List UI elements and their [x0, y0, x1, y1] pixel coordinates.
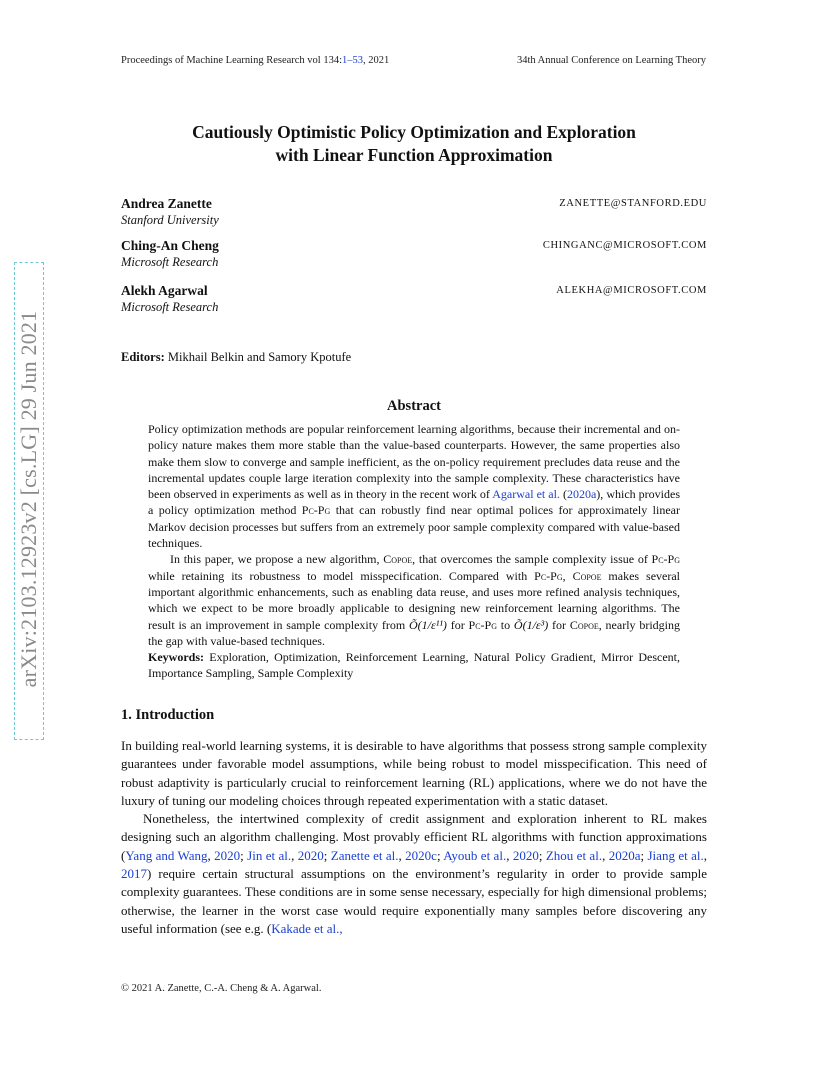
- author-affiliation: Stanford University: [121, 213, 219, 227]
- citation-year-link[interactable]: 2020: [297, 847, 324, 863]
- abstract-text: for: [446, 617, 469, 632]
- copyright-footer: © 2021 A. Zanette, C.-A. Cheng & A. Agarwal.: [121, 983, 322, 994]
- algorithm-name: Copoe: [569, 617, 599, 632]
- author-email: ZANETTE@STANFORD.EDU: [559, 198, 707, 209]
- arxiv-stamp: [14, 262, 48, 742]
- method-name: Pc-Pg: [301, 503, 331, 518]
- abstract-text: ), which provides a policy optimization method: [148, 487, 680, 518]
- citation-year-link[interactable]: 2020c: [405, 847, 437, 863]
- keywords-line: [148, 649, 680, 682]
- abstract-paragraph-1: Policy optimization methods are popular reinforcement learning algorithms, because their incremental and on-policy nature makes them more stable than the value-based counterparts. However, the same properties also make them slow to converge and sample inefficient, as the on-policy requirement precludes data reuse and the incremental updates couple large iteration complexity into the sample complexity. These characteristics have been observed in experiments as well as in theory in the recent work of Agarwal et al. (2020a), which provides a policy optimization method Pc-Pg that can robustly find near optimal polices for approximately linear Markov decision processes but suffers from an extremely poor sample complexity compared with value-based techniques.: [148, 422, 680, 551]
- algorithm-name: Copoe: [383, 552, 413, 567]
- method-name: Pc-Pg: [534, 568, 563, 583]
- citation-link[interactable]: Zhou et al.: [545, 847, 603, 863]
- author-block: [121, 238, 707, 270]
- abstract-text: In this paper, we propose a new algorithm,: [170, 552, 384, 567]
- method-name: Pc-Pg: [651, 552, 681, 567]
- author-block: [121, 196, 707, 228]
- abstract-body: [148, 421, 680, 682]
- editors-names: Mikhail Belkin and Samory Kpotufe: [167, 350, 352, 364]
- keywords-list: Exploration, Optimization, Reinforcement Learning, Natural Policy Gradient, Mirror Descent, Importance Sampling, Sample Complexity: [148, 650, 681, 681]
- abstract-text: Policy optimization methods are popular reinforcement learning algorithms, because their incremental and on-policy nature makes them more stable than the value-based counterparts. However, the same properties also make them slow to converge and sample inefficient, as the on-policy requirement precludes data reuse and the incremental updates couple large iteration complexity into the sample complexity. These characteristics have been observed in experiments as well as in theory in the recent work of: [148, 422, 680, 502]
- author-affiliation: Microsoft Research: [121, 255, 219, 269]
- citation-link[interactable]: Kakade et al.,: [271, 920, 343, 936]
- intro-text: ) require certain structural assumptions on the environment’s regularity in order to provide sample complexity guarantees. These conditions are in some sense necessary, especially for high dimensional problems; otherwise, the learner in the worst case would require exponentially many samples before discovering any useful information (see e.g. (: [121, 866, 707, 936]
- abstract-text: while retaining its robustness to model misspecification. Compared with: [148, 568, 535, 583]
- editors-line: [121, 350, 351, 365]
- abstract-text: , that overcomes the sample complexity issue of: [412, 552, 652, 567]
- citation-link[interactable]: Yang and Wang: [125, 847, 208, 863]
- abstract-text: makes several important algorithmic enhancements, such as enabling data reuse, and uses more refined analysis techniques, which we expect to be more broadly applicable to designing new reinforcement learning algorithms. The result is an improvement in sample complexity from: [148, 568, 680, 632]
- citation-year-link[interactable]: 2017: [121, 866, 147, 882]
- citation-year-link[interactable]: 2020a: [566, 487, 597, 502]
- header-venue: Proceedings of Machine Learning Research vol 134:: [121, 55, 343, 66]
- author-affiliation: Microsoft Research: [121, 300, 219, 314]
- author-email: CHINGANC@MICROSOFT.COM: [542, 240, 707, 251]
- citation-year-link[interactable]: 2020: [512, 847, 539, 863]
- paper-title: [0, 121, 828, 167]
- abstract-text: that can robustly find near optimal polices for approximately linear Markov decision processes but suffers from an extremely poor sample complexity compared with value-based techniques.: [148, 503, 680, 551]
- complexity-bound: Õ(1/ε¹¹): [409, 617, 447, 632]
- intro-paragraph-1: In building real-world learning systems, it is desirable to have algorithms that possess strong sample complexity guarantees under favorable model assumptions, while being robust to model misspecification. This need of robust adaptivity is particularly crucial to reinforcement learning (RL) applications, where we do not have the luxury of tuning our modeling choices through repeated experimentation with a static dataset.: [121, 738, 707, 808]
- abstract-text: , nearly bridging the gap with value-based techniques.: [148, 617, 680, 648]
- running-header-right: 34th Annual Conference on Learning Theory: [516, 55, 706, 66]
- header-year: , 2021: [363, 55, 390, 66]
- running-header-left: [121, 55, 389, 66]
- abstract-text: for: [548, 617, 570, 632]
- section-body: [121, 737, 707, 938]
- complexity-bound: Õ(1/ε³): [513, 617, 549, 632]
- algorithm-name: Copoe: [572, 568, 602, 583]
- title-line-1: Cautiously Optimistic Policy Optimization and Exploration: [192, 122, 636, 142]
- arxiv-stamp-text: arXiv:2103.12923v2 [cs.LG] 29 Jun 2021: [16, 310, 41, 688]
- author-email: ALEKHA@MICROSOFT.COM: [556, 285, 707, 296]
- editors-label: Editors:: [121, 350, 165, 364]
- author-block: [121, 283, 707, 315]
- intro-paragraph-2: Nonetheless, the intertwined complexity of credit assignment and exploration inherent to RL makes designing such an algorithm challenging. Most provably efficient RL algorithms with function approximations (Yang and Wang, 2020; Jin et al., 2020; Zanette et al., 2020c; Ayoub et al., 2020; Zhou et al., 2020a; Jiang et al., 2017) require certain structural assumptions on the environment’s regularity in order to provide sample complexity guarantees. These conditions are in some sense necessary, especially for high dimensional problems; otherwise, the learner in the worst case would require exponentially many samples before discovering any useful information (see e.g. (Kakade et al.,: [121, 811, 707, 936]
- author-name: Ching-An Cheng: [121, 238, 219, 253]
- citation-link[interactable]: Zanette et al.: [330, 847, 399, 863]
- intro-text: Nonetheless, the intertwined complexity of credit assignment and exploration inherent to RL makes designing such an algorithm challenging. Most provably efficient RL algorithms with function approximations (: [121, 811, 707, 863]
- citation-year-link[interactable]: 2020: [214, 847, 241, 863]
- citation-year-link[interactable]: 2020a: [608, 847, 641, 863]
- abstract-heading: Abstract: [387, 398, 441, 414]
- citation-link[interactable]: Jiang et al.: [647, 847, 704, 863]
- citation-link[interactable]: Agarwal et al.: [492, 487, 560, 502]
- method-name: Pc-Pg: [468, 617, 497, 632]
- citation-link[interactable]: Jin et al.: [247, 847, 292, 863]
- citation-link[interactable]: Ayoub et al.: [443, 847, 507, 863]
- abstract-text: to: [496, 617, 514, 632]
- abstract-paragraph-2: [148, 551, 680, 649]
- author-name: Andrea Zanette: [121, 196, 212, 211]
- header-pages-link[interactable]: 1–53: [342, 55, 364, 66]
- title-line-2: with Linear Function Approximation: [275, 145, 553, 165]
- section-heading: 1. Introduction: [121, 707, 215, 723]
- author-name: Alekh Agarwal: [121, 283, 208, 298]
- abstract-text: ,: [562, 568, 573, 583]
- keywords-label: Keywords:: [148, 650, 204, 665]
